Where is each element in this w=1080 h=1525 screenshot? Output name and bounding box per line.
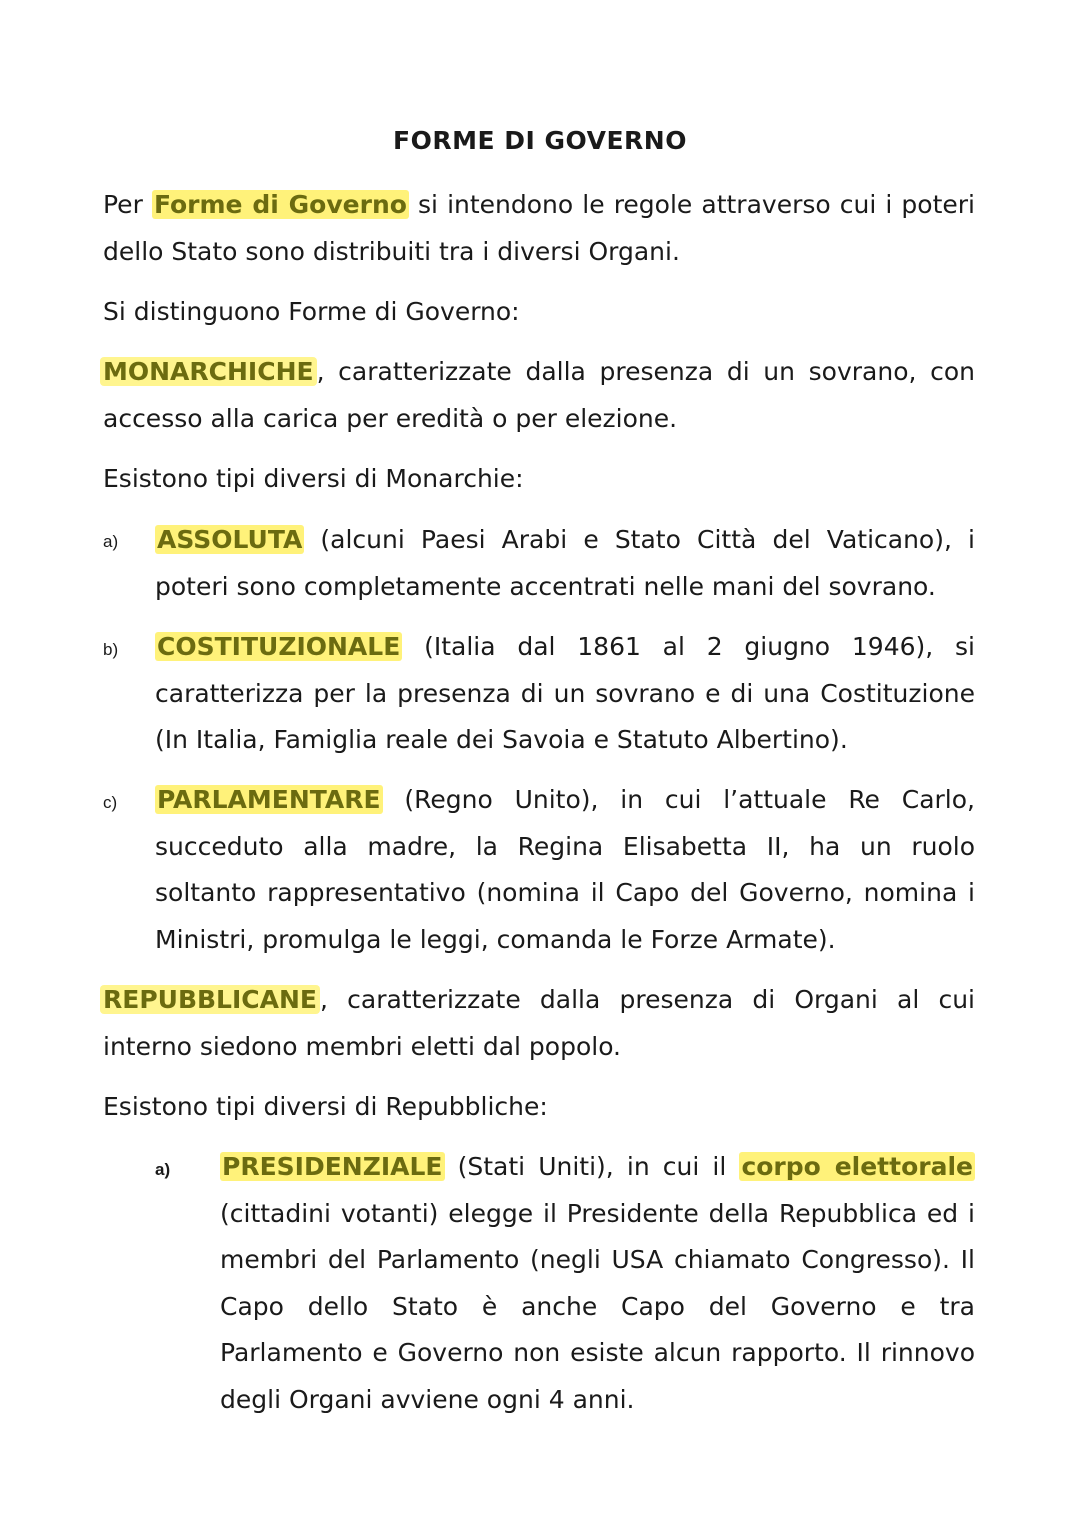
highlight-repubblicane: REPUBBLICANE: [100, 985, 320, 1014]
distinguish-paragraph: Si distinguono Forme di Governo:: [103, 297, 520, 326]
list-marker-a: a): [103, 532, 119, 551]
presidenziale-desc-before: (Stati Uniti), in cui il: [444, 1152, 740, 1181]
highlight-corpo-elettorale: corpo elettorale: [741, 1152, 973, 1181]
monarchy-item-parlamentare: [155, 777, 975, 963]
highlight-assoluta: ASSOLUTA: [157, 525, 303, 554]
list-marker-a-republic: a): [155, 1160, 171, 1179]
assoluta-desc: (alcuni Paesi Arabi e Stato Città del Vaticano), i poteri sono completamente accentrati nelle mani del sovrano.: [155, 525, 975, 601]
monarchy-item-costituzionale: [155, 624, 975, 764]
intro-before: Per: [103, 190, 152, 219]
highlight-forme-di-governo: Forme di Governo: [153, 190, 407, 219]
list-marker-c: c): [103, 793, 118, 812]
page-title: FORME DI GOVERNO: [393, 126, 687, 155]
monarchies-desc: , caratterizzate dalla presenza di un sovrano, con accesso alla carica per eredità o per elezione.: [103, 357, 975, 433]
costituzionale-desc: (Italia dal 1861 al 2 giugno 1946), si caratterizza per la presenza di un sovrano e di una Costituzione (In Italia, Famiglia reale dei Savoia e Statuto Albertino).: [155, 632, 975, 754]
presidenziale-desc-after: (cittadini votanti) elegge il Presidente della Repubblica ed i membri del Parlamento (negli USA chiamato Congresso). Il Capo dello Stato è anche Capo del Governo e tra Parlamento e Governo non esiste alcun rapporto. Il rinnovo degli Organi avviene ogni 4 anni.: [220, 1198, 975, 1414]
intro-paragraph: [103, 182, 975, 275]
republics-paragraph: [103, 977, 975, 1070]
monarchy-item-assoluta: [155, 517, 975, 610]
republics-desc: , caratterizzate dalla presenza di Organi al cui interno siedono membri eletti dal popolo.: [103, 985, 975, 1061]
highlight-presidenziale: PRESIDENZIALE: [222, 1152, 443, 1181]
monarchies-paragraph: [103, 349, 975, 442]
monarchies-types-intro: Esistono tipi diversi di Monarchie:: [103, 464, 524, 493]
republic-item-presidenziale: [220, 1144, 975, 1423]
republics-types-intro: Esistono tipi diversi di Repubbliche:: [103, 1092, 548, 1121]
highlight-parlamentare: PARLAMENTARE: [157, 785, 381, 814]
list-marker-b: b): [103, 640, 119, 659]
intro-after: si intendono le regole attraverso cui i poteri dello Stato sono distribuiti tra i diversi Organi.: [103, 190, 975, 266]
highlight-monarchiche: MONARCHICHE: [100, 357, 317, 386]
highlight-costituzionale: COSTITUZIONALE: [157, 632, 401, 661]
parlamentare-desc: (Regno Unito), in cui l’attuale Re Carlo, succeduto alla madre, la Regina Elisabetta II, ha un ruolo soltanto rappresentativo (nomina il Capo del Governo, nomina i Ministri, promulga le leggi, comanda le Forze Armate).: [155, 785, 975, 954]
